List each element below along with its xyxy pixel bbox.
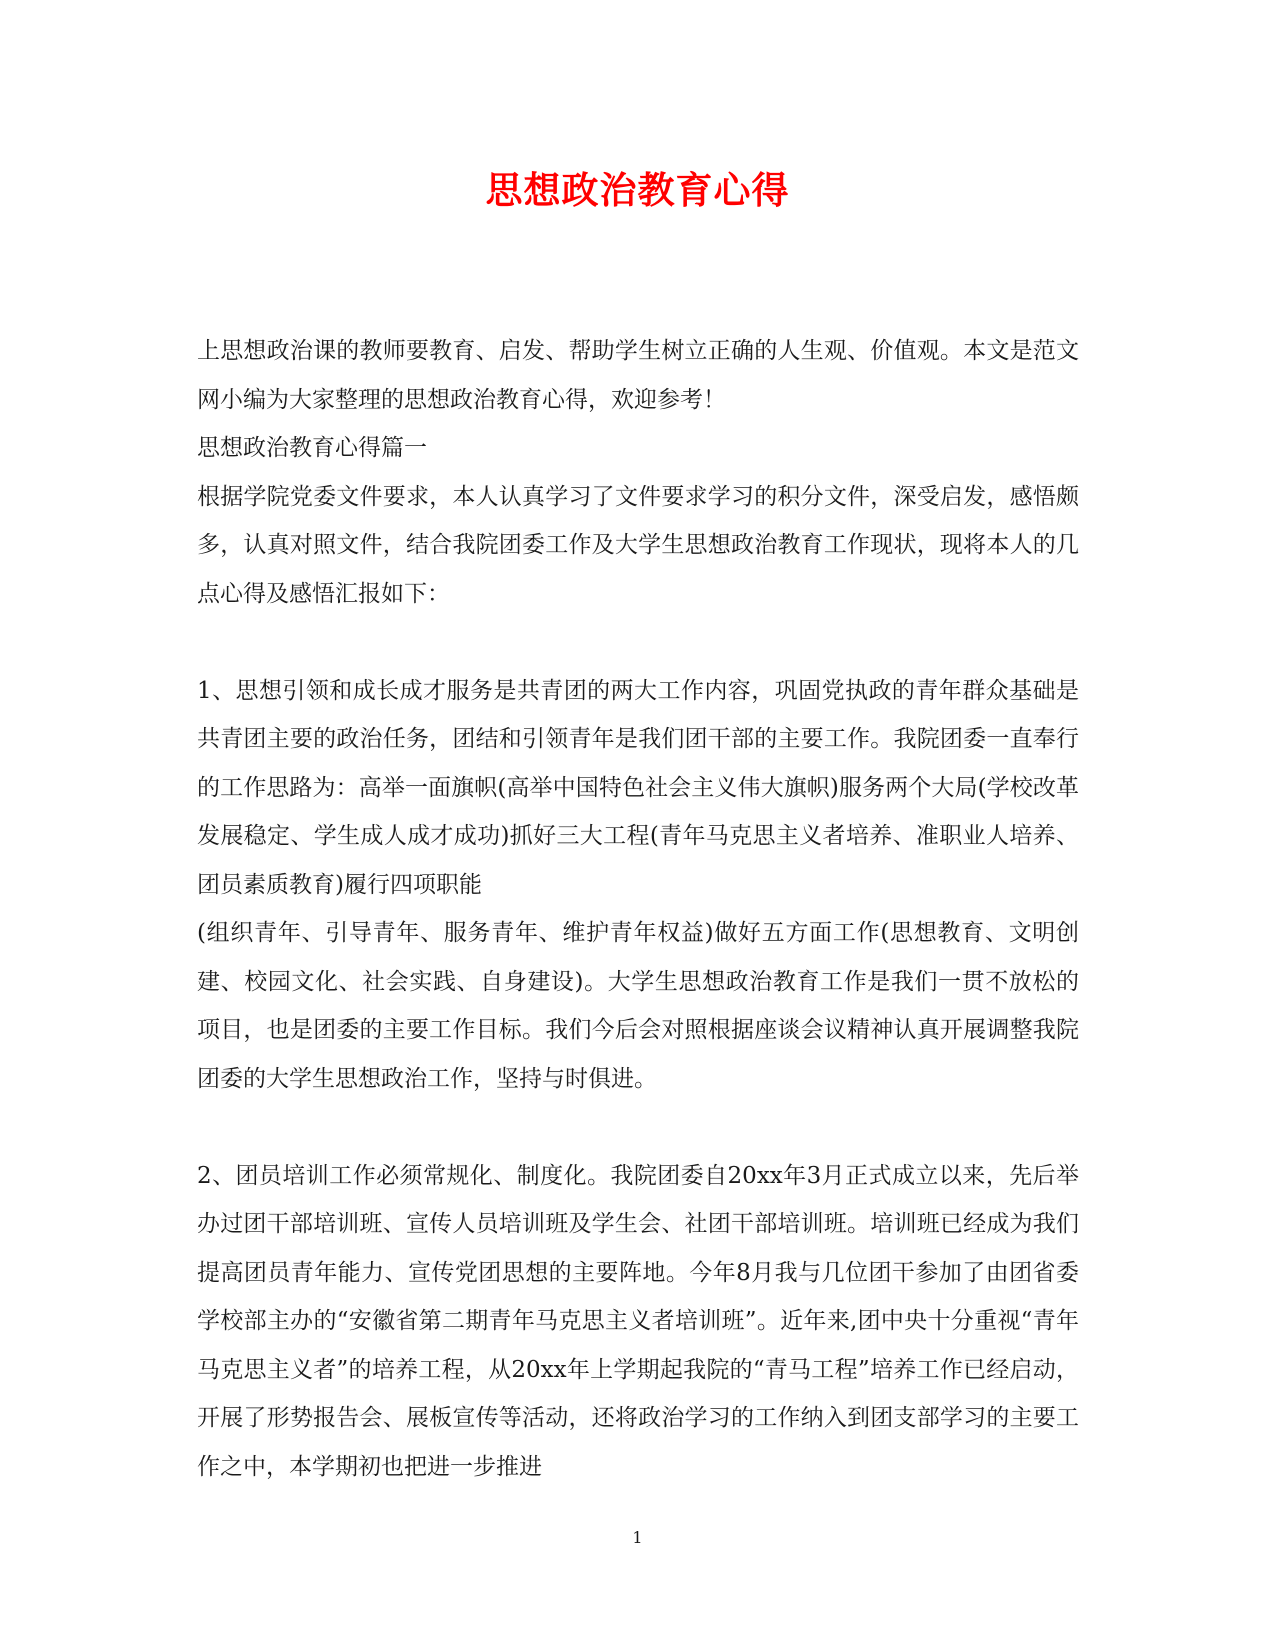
paragraph-spacer	[197, 1103, 1079, 1152]
body-paragraph: 根据学院党委文件要求，本人认真学习了文件要求学习的积分文件，深受启发，感悟颇多，认真对照文件，结合我院团委工作及大学生思想政治教育工作现状，现将本人的几点心得及感悟汇报如下：	[197, 483, 1079, 607]
page-number: 1	[632, 1528, 643, 1547]
document-body	[197, 327, 1079, 1491]
intro-paragraph: 上思想政治课的教师要教育、启发、帮助学生树立正确的人生观、价值观。本文是范文网小编为大家整理的思想政治教育心得，欢迎参考！	[197, 338, 1079, 413]
document-title: 思想政治教育心得	[485, 168, 790, 212]
body-paragraph: (组织青年、引导青年、服务青年、维护青年权益)做好五方面工作(思想教育、文明创建、校园文化、社会实践、自身建设)。大学生思想政治教育工作是我们一贯不放松的项目，也是团委的主要工作目标。我们今后会对照根据座谈会议精神认真开展调整我院团委的大学生思想政治工作，坚持与时俱进。	[197, 920, 1079, 1092]
body-paragraph: 1、思想引领和成长成才服务是共青团的两大工作内容，巩固党执政的青年群众基础是共青团主要的政治任务，团结和引领青年是我们团干部的主要工作。我院团委一直奉行的工作思路为：高举一面旗帜(高举中国特色社会主义伟大旗帜)服务两个大局(学校改革发展稳定、学生成人成才成功)抓好三大工程(青年马克思主义者培养、准职业人培养、团员素质教育)履行四项职能	[197, 677, 1079, 898]
body-paragraph: 2、团员培训工作必须常规化、制度化。我院团委自20xx年3月正式成立以来，先后举办过团干部培训班、宣传人员培训班及学生会、社团干部培训班。培训班已经成为我们提高团员青年能力、宣传党团思想的主要阵地。今年8月我与几位团干参加了由团省委学校部主办的“安徽省第二期青年马克思主义者培训班”。近年来,团中央十分重视“青年马克思主义者”的培养工程，从20xx年上学期起我院的“青马工程”培养工作已经启动，开展了形势报告会、展板宣传等活动，还将政治学习的工作纳入到团支部学习的主要工作之中，本学期初也把进一步推进	[197, 1162, 1079, 1480]
paragraph-spacer	[197, 618, 1079, 667]
section-heading: 思想政治教育心得篇一	[197, 435, 427, 461]
